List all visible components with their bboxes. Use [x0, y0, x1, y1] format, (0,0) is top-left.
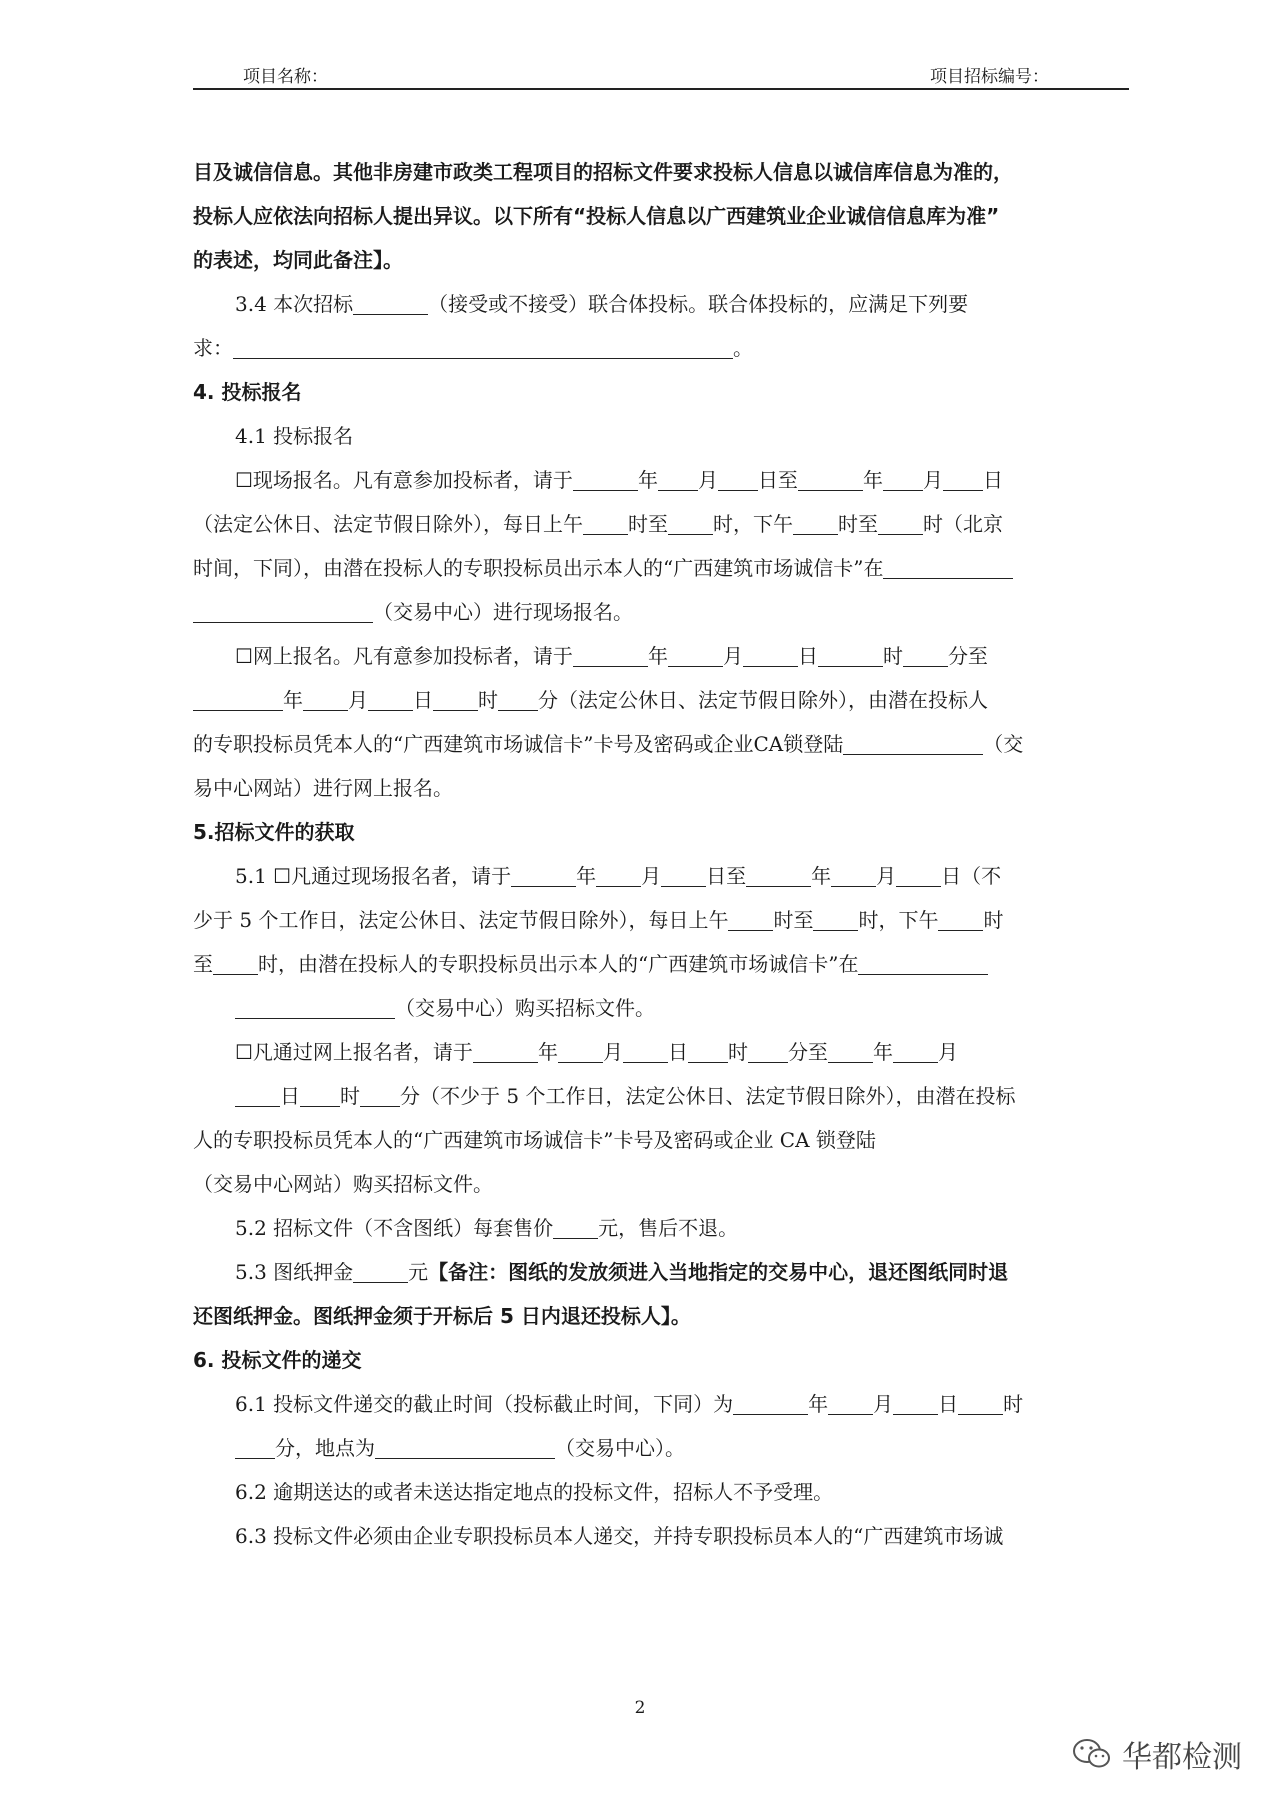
text-line: 分，地点为 （交易中心）。 — [193, 1426, 1129, 1470]
text-line: 还图纸押金。图纸押金须于开标后 5 日内退还投标人】。 — [193, 1304, 691, 1328]
text-line: 年 月 日 时 分（法定公休日、法定节假日除外），由潜在投标人 — [193, 678, 1129, 722]
watermark-text: 华都检测 — [1122, 1740, 1242, 1775]
section-heading: 5.招标文件的获取 — [193, 820, 355, 844]
text-line: 求： 。 — [193, 336, 753, 360]
text-line: 6.3 投标文件必须由企业专职投标员本人递交，并持专职投标员本人的“广西建筑市场诚 — [235, 1524, 1004, 1548]
text-line: 6.1 投标文件递交的截止时间（投标截止时间，下同）为 年 月 日 时 — [235, 1392, 1024, 1416]
page-number: 2 — [634, 1698, 646, 1718]
text-line: （法定公休日、法定节假日除外），每日上午 时至 时，下午 时至 时（北京 — [193, 512, 1003, 536]
watermark — [1072, 1732, 1242, 1776]
project-name-label: 项目名称： — [243, 67, 328, 87]
page-header — [193, 58, 1129, 90]
text-line: 时间，下同），由潜在投标人的专职投标员出示本人的“广西建筑市场诚信卡”在 — [193, 546, 1129, 590]
text-line: ☐网上报名。凡有意参加投标者，请于 年 月 日 时 分至 — [235, 644, 988, 668]
section-heading: 6. 投标文件的递交 — [193, 1348, 362, 1372]
text-line: 4.1 投标报名 — [235, 424, 354, 448]
document-body — [193, 150, 1129, 1558]
text-line: 日 时 分（不少于 5 个工作日，法定公休日、法定节假日除外），由潜在投标 — [193, 1074, 1129, 1118]
text-line: （交易中心网站）购买招标文件。 — [193, 1172, 493, 1196]
wechat-icon — [1072, 1737, 1112, 1771]
text-line: （交易中心）购买招标文件。 — [193, 986, 1129, 1030]
text-line: ☐现场报名。凡有意参加投标者，请于 年 月 日至 年 月 日 — [235, 468, 1003, 492]
text-line: 少于 5 个工作日，法定公休日、法定节假日除外），每日上午 时至 时，下午 时 — [193, 908, 1004, 932]
text-line: 5.3 图纸押金 元【备注：图纸的发放须进入当地指定的交易中心，退还图纸同时退 — [235, 1260, 1009, 1284]
text-line: 投标人应依法向招标人提出异议。以下所有“投标人信息以广西建筑业企业诚信信息库为准” — [193, 204, 1000, 228]
text-line: 目及诚信信息。其他非房建市政类工程项目的招标文件要求投标人信息以诚信库信息为准的， — [193, 160, 1013, 184]
text-line: 人的专职投标员凭本人的“广西建筑市场诚信卡”卡号及密码或企业 CA 锁登陆 — [193, 1128, 876, 1152]
text-line: 易中心网站）进行网上报名。 — [193, 776, 453, 800]
section-heading: 4. 投标报名 — [193, 380, 302, 404]
text-line: （交易中心）进行现场报名。 — [193, 590, 1129, 634]
text-line: 6.2 逾期送达的或者未送达指定地点的投标文件，招标人不予受理。 — [235, 1480, 834, 1504]
text-line: 5.1 ☐凡通过现场报名者，请于 年 月 日至 年 月 日（不 — [235, 864, 1002, 888]
text-line: 的表述，均同此备注】。 — [193, 248, 403, 272]
text-line: 3.4 本次招标 （接受或不接受）联合体投标。联合体投标的，应满足下列要 — [235, 292, 969, 316]
project-number-label: 项目招标编号： — [930, 67, 1049, 87]
text-line: 的专职投标员凭本人的“广西建筑市场诚信卡”卡号及密码或企业CA锁登陆 （交 — [193, 732, 1024, 756]
text-line: 至 时，由潜在投标人的专职投标员出示本人的“广西建筑市场诚信卡”在 — [193, 942, 1129, 986]
text-line: 5.2 招标文件（不含图纸）每套售价 元，售后不退。 — [235, 1216, 739, 1240]
text-line: ☐凡通过网上报名者，请于 年 月 日 时 分至 年 月 — [235, 1040, 958, 1064]
